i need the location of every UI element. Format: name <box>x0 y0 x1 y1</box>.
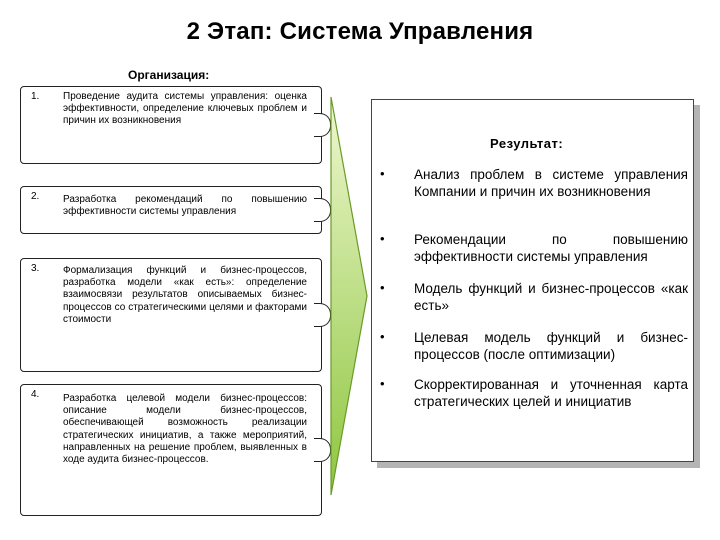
result-item-text: Рекомендации по повышению эффективности системы управления <box>414 232 688 264</box>
page-title: 2 Этап: Система Управления <box>186 18 534 45</box>
step-box-2 <box>20 186 322 234</box>
step-number: 1. <box>31 91 40 102</box>
step-edge-tab <box>314 113 331 137</box>
result-item-text: Анализ проблем в системе управления Компании и причин их возникновения <box>414 167 688 199</box>
step-text: Разработка целевой модели бизнес-процессов: описание модели бизнес-процессов, обеспечивающей возможность реализации стратегических инициатив, а также мероприятий, направленных на решение проблем, выявленных в ходе аудита бизнес-процессов. <box>63 393 307 466</box>
step-edge-tab <box>314 438 331 462</box>
bullet-icon: • <box>380 166 385 181</box>
step-number: 4. <box>31 389 40 400</box>
organization-label: Организация: <box>128 68 210 82</box>
bullet-icon: • <box>380 231 385 246</box>
result-item-text: Скорректированная и уточненная карта стратегических целей и инициатив <box>414 377 688 409</box>
result-item-text: Целевая модель функций и бизнес-процессов (после оптимизации) <box>414 330 688 362</box>
step-text: Разработка рекомендаций по повышению эффективности системы управления <box>63 194 307 218</box>
result-title: Результат: <box>490 136 564 151</box>
step-text: Проведение аудита системы управления: оценка эффективности, определение ключевых проблем и причин их возникновения <box>63 91 307 127</box>
result-item-text: Модель функций и бизнес-процессов «как есть» <box>414 281 688 313</box>
bullet-icon: • <box>380 329 385 344</box>
bullet-icon: • <box>380 280 385 295</box>
step-box-1 <box>20 86 322 164</box>
bullet-icon: • <box>380 376 385 391</box>
step-edge-tab <box>314 303 331 327</box>
step-box-4 <box>20 384 322 516</box>
step-number: 3. <box>31 263 40 274</box>
step-box-3 <box>20 258 322 372</box>
flow-arrow <box>330 96 370 496</box>
step-text: Формализация функций и бизнес-процессов, разработка модели «как есть»: определение взаимосвязи результатов описываемых бизнес-процессов со стратегическими целями и факторами стоимости <box>63 265 307 325</box>
result-panel <box>371 99 694 462</box>
step-edge-tab <box>314 198 331 222</box>
step-number: 2. <box>31 191 40 202</box>
